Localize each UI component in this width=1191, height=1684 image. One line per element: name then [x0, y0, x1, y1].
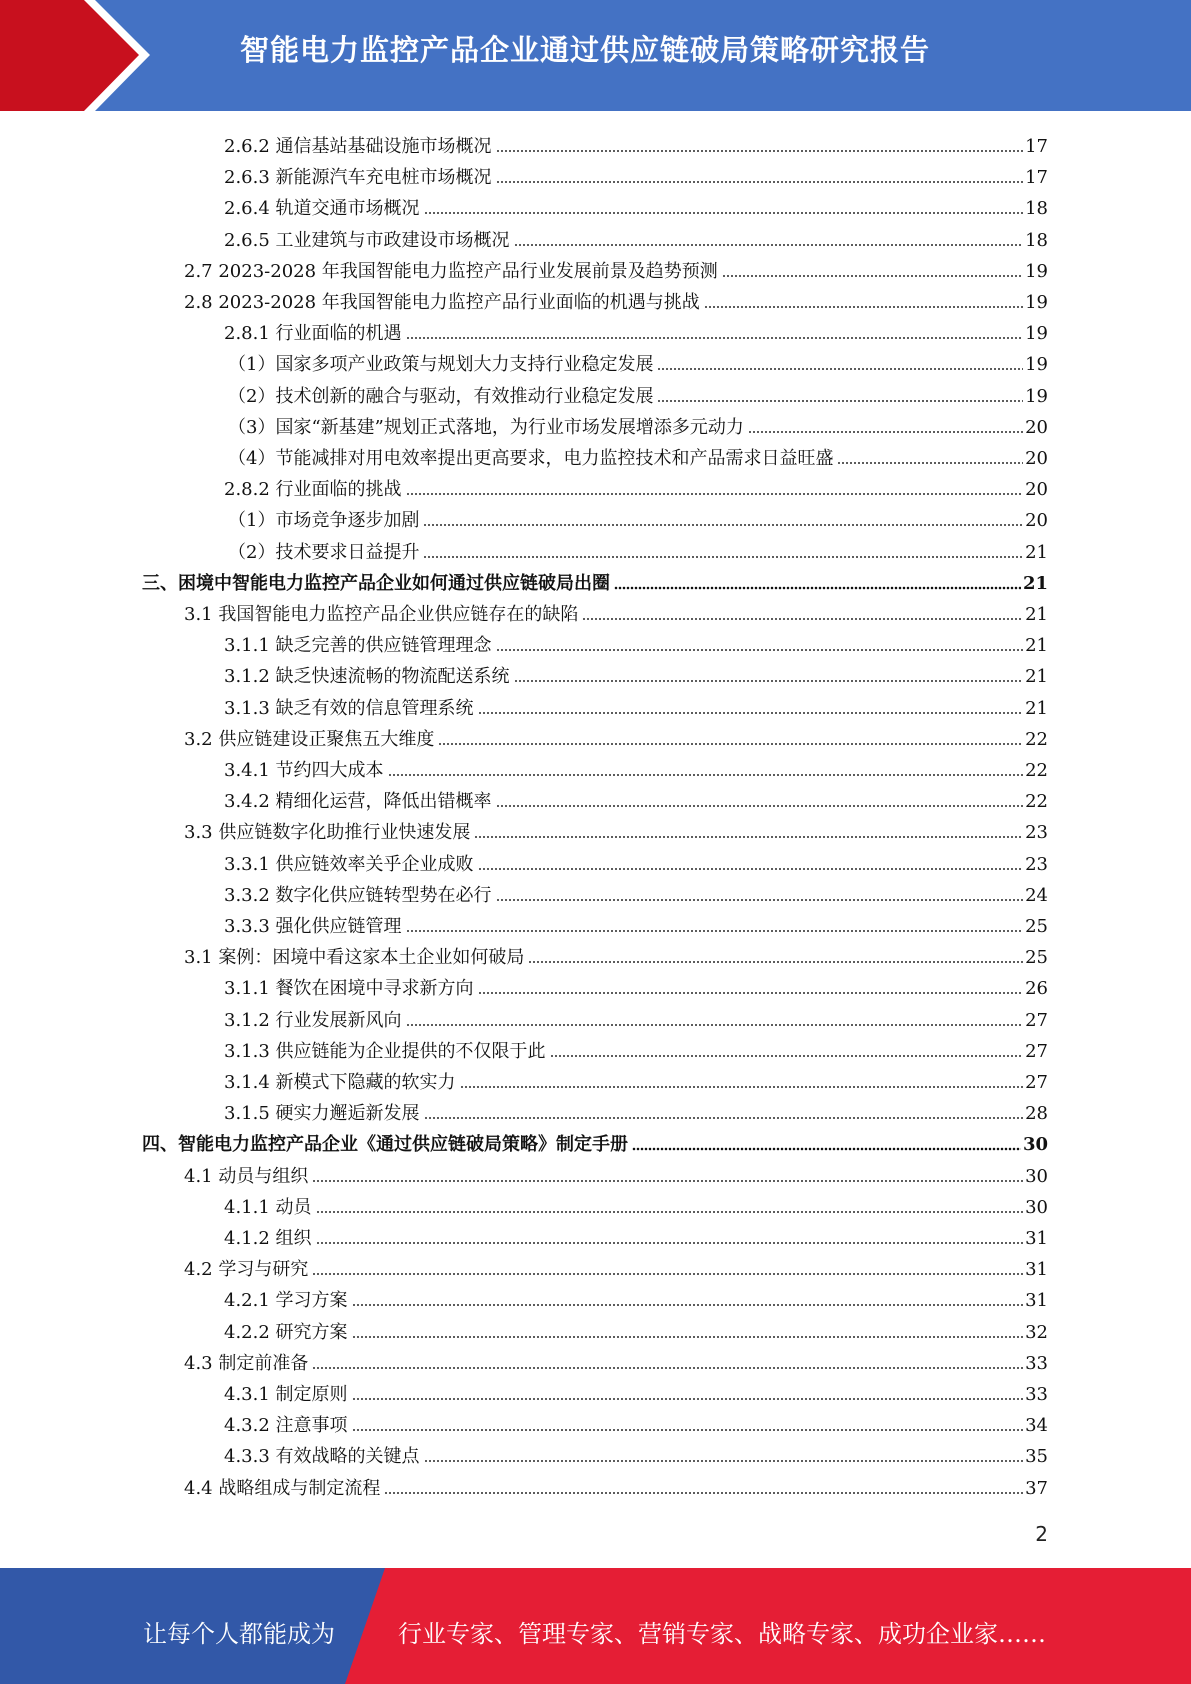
toc-entry-title: 4.4 战略组成与制定流程 — [184, 1477, 381, 1499]
toc-dot-leader — [406, 336, 1024, 340]
toc-entry[interactable] — [224, 1313, 1048, 1344]
toc-entry[interactable] — [224, 657, 1048, 688]
toc-dot-leader — [312, 1366, 1023, 1370]
toc-dot-leader — [722, 274, 1023, 278]
toc-entry[interactable] — [224, 470, 1048, 501]
toc-entry-title: 2.8 2023-2028 年我国智能电力监控产品行业面临的机遇与挑战 — [184, 292, 700, 313]
toc-dot-leader — [384, 1491, 1023, 1495]
toc-dot-leader — [352, 1428, 1024, 1432]
toc-entry-title: 3.4.2 精细化运营，降低出错概率 — [224, 791, 492, 813]
toc-entry-page: 24 — [1025, 884, 1048, 906]
toc-dot-leader — [423, 523, 1023, 527]
toc-entry[interactable] — [224, 127, 1048, 158]
toc-entry-title: 4.1.1 动员 — [224, 1196, 312, 1218]
toc-entry-page: 20 — [1025, 448, 1048, 469]
toc-dot-leader — [657, 367, 1023, 371]
toc-dot-leader — [704, 305, 1023, 309]
toc-entry-page: 31 — [1025, 1228, 1048, 1249]
toc-entry[interactable] — [224, 189, 1048, 220]
toc-entry[interactable] — [228, 408, 1048, 439]
toc-entry-page: 25 — [1025, 947, 1048, 969]
toc-dot-leader — [316, 1210, 1024, 1214]
toc-entry-page: 17 — [1025, 167, 1048, 189]
toc-dot-leader — [474, 835, 1023, 839]
toc-dot-leader — [316, 1241, 1024, 1245]
toc-entry[interactable] — [224, 1063, 1048, 1094]
toc-dot-leader — [438, 742, 1023, 746]
toc-entry-page: 20 — [1025, 510, 1048, 532]
toc-entry-title: （3）国家“新基建”规划正式落地，为行业市场发展增添多元动力 — [228, 416, 744, 438]
toc-dot-leader — [496, 804, 1024, 808]
toc-entry-title: 3.3.3 强化供应链管理 — [224, 916, 402, 937]
toc-entry[interactable] — [224, 751, 1048, 782]
toc-dot-leader — [550, 1054, 1024, 1058]
toc-entry-title: （2）技术创新的融合与驱动，有效推动行业稳定发展 — [228, 385, 654, 407]
footer-roles: 行业专家、管理专家、营销专家、战略专家、成功企业家…… — [398, 1620, 1046, 1648]
toc-entry[interactable] — [184, 1157, 1048, 1188]
toc-dot-leader — [632, 1147, 1021, 1151]
toc-entry[interactable] — [184, 1469, 1048, 1500]
toc-entry-page: 22 — [1025, 791, 1048, 813]
toc-entry-page: 21 — [1025, 666, 1048, 688]
toc-entry[interactable] — [224, 1406, 1048, 1437]
toc-entry[interactable] — [184, 283, 1048, 314]
footer-slogan: 让每个人都能成为 — [143, 1620, 335, 1648]
toc-entry-title: （4）节能减排对用电效率提出更高要求，电力监控技术和产品需求日益旺盛 — [228, 448, 834, 469]
toc-entry-title: 2.6.2 通信基站基础设施市场概况 — [224, 136, 492, 157]
toc-entry-page: 25 — [1025, 916, 1048, 937]
toc-entry[interactable] — [224, 782, 1048, 813]
toc-entry-page: 19 — [1025, 385, 1048, 407]
toc-entry[interactable] — [224, 876, 1048, 907]
toc-entry-page: 27 — [1025, 1072, 1048, 1093]
toc-entry-page: 22 — [1025, 728, 1048, 750]
toc-entry[interactable] — [228, 439, 1048, 470]
toc-dot-leader — [424, 1459, 1024, 1463]
toc-entry-title: 3.3.2 数字化供应链转型势在必行 — [224, 884, 492, 906]
toc-dot-leader — [496, 180, 1024, 184]
toc-entry[interactable] — [224, 1219, 1048, 1250]
toc-entry[interactable] — [228, 533, 1048, 564]
toc-entry[interactable] — [184, 938, 1048, 969]
toc-entry[interactable] — [184, 595, 1048, 626]
toc-entry-page: 27 — [1025, 1040, 1048, 1062]
toc-entry-title: 2.6.4 轨道交通市场概况 — [224, 198, 420, 220]
toc-dot-leader — [460, 1085, 1024, 1089]
toc-entry-page: 21 — [1025, 541, 1048, 563]
toc-dot-leader — [352, 1397, 1024, 1401]
toc-dot-leader — [406, 929, 1024, 933]
toc-dot-leader — [478, 711, 1024, 715]
toc-entry-title: 3.1 案例：困境中看这家本土企业如何破局 — [184, 947, 525, 969]
toc-entry-page: 20 — [1025, 416, 1048, 438]
toc-entry-title: 3.1.2 行业发展新风向 — [224, 1009, 402, 1031]
toc-dot-leader — [423, 555, 1023, 559]
toc-dot-leader — [312, 1179, 1023, 1183]
toc-dot-leader — [748, 430, 1023, 434]
toc-entry[interactable] — [224, 1094, 1048, 1125]
toc-dot-leader — [352, 1335, 1024, 1339]
toc-entry[interactable] — [224, 969, 1048, 1000]
toc-entry[interactable] — [228, 345, 1048, 376]
toc-dot-leader — [388, 773, 1024, 777]
toc-entry-title: 3.3.1 供应链效率关乎企业成败 — [224, 853, 474, 875]
toc-entry-page: 34 — [1025, 1415, 1048, 1437]
toc-entry[interactable] — [224, 158, 1048, 189]
toc-entry-title: 2.8.1 行业面临的机遇 — [224, 323, 402, 345]
document-title: 智能电力监控产品企业通过供应链破局策略研究报告 — [240, 33, 931, 67]
toc-entry[interactable] — [184, 1250, 1048, 1281]
toc-entry-title: 四、智能电力监控产品企业《通过供应链破局策略》制定手册 — [142, 1134, 628, 1156]
toc-entry[interactable] — [224, 626, 1048, 657]
toc-entry-title: 3.1 我国智能电力监控产品企业供应链存在的缺陷 — [184, 604, 579, 625]
toc-dot-leader — [528, 960, 1023, 964]
toc-entry-page: 22 — [1025, 760, 1048, 781]
toc-entry[interactable] — [184, 252, 1048, 283]
toc-entry-title: （2）技术要求日益提升 — [228, 541, 420, 563]
toc-entry-page: 18 — [1025, 229, 1048, 251]
toc-entry-page: 33 — [1025, 1352, 1048, 1374]
toc-entry[interactable] — [224, 1375, 1048, 1406]
toc-entry[interactable] — [224, 1188, 1048, 1219]
toc-entry-page: 27 — [1025, 1009, 1048, 1031]
toc-dot-leader — [424, 1116, 1024, 1120]
toc-entry-page: 19 — [1025, 354, 1048, 376]
toc-entry-title: 3.1.1 餐饮在困境中寻求新方向 — [224, 978, 474, 1000]
toc-entry-title: 2.6.5 工业建筑与市政建设市场概况 — [224, 229, 510, 251]
toc-dot-leader — [582, 617, 1023, 621]
toc-entry[interactable] — [224, 221, 1048, 252]
toc-entry-page: 21 — [1025, 604, 1048, 625]
toc-entry-page: 23 — [1025, 822, 1048, 844]
toc-entry-title: 3.1.3 供应链能为企业提供的不仅限于此 — [224, 1040, 546, 1062]
toc-entry[interactable] — [224, 1001, 1048, 1032]
page-header — [0, 0, 1191, 111]
toc-entry-title: 4.1 动员与组织 — [184, 1165, 309, 1187]
toc-entry-page: 19 — [1025, 323, 1048, 345]
toc-entry-title: 2.8.2 行业面临的挑战 — [224, 479, 402, 501]
toc-dot-leader — [352, 1303, 1024, 1307]
toc-entry-page: 21 — [1025, 697, 1048, 719]
toc-entry[interactable] — [184, 813, 1048, 844]
toc-entry-page: 33 — [1025, 1384, 1048, 1405]
toc-dot-leader — [424, 211, 1024, 215]
toc-entry-title: 3.1.3 缺乏有效的信息管理系统 — [224, 697, 474, 719]
toc-dot-leader — [496, 898, 1024, 902]
toc-entry-page: 21 — [1025, 635, 1048, 657]
toc-entry-title: 2.7 2023-2028 年我国智能电力监控产品行业发展前景及趋势预测 — [184, 260, 718, 282]
toc-chapter-entry[interactable] — [142, 564, 1048, 595]
toc-dot-leader — [406, 1023, 1024, 1027]
toc-entry[interactable] — [224, 1032, 1048, 1063]
toc-entry-title: 三、困境中智能电力监控产品企业如何通过供应链破局出圈 — [142, 572, 610, 594]
toc-entry-page: 17 — [1025, 136, 1048, 157]
toc-entry-page: 26 — [1025, 978, 1048, 1000]
toc-entry[interactable] — [184, 1344, 1048, 1375]
toc-entry-page: 30 — [1025, 1196, 1048, 1218]
toc-entry[interactable] — [224, 845, 1048, 876]
toc-entry-page: 28 — [1025, 1103, 1048, 1125]
toc-entry-page: 20 — [1025, 479, 1048, 501]
toc-entry-title: 3.1.1 缺乏完善的供应链管理理念 — [224, 635, 492, 657]
toc-entry-title: （1）国家多项产业政策与规划大力支持行业稳定发展 — [228, 354, 654, 376]
toc-dot-leader — [406, 492, 1024, 496]
toc-entry-title: 3.2 供应链建设正聚焦五大维度 — [184, 728, 435, 750]
toc-entry-page: 31 — [1025, 1290, 1048, 1312]
toc-entry[interactable] — [228, 501, 1048, 532]
toc-entry-page: 32 — [1025, 1321, 1048, 1343]
toc-entry[interactable] — [224, 314, 1048, 345]
page-footer — [0, 1568, 1191, 1684]
toc-entry-title: 3.4.1 节约四大成本 — [224, 760, 384, 781]
toc-entry-page: 35 — [1025, 1446, 1048, 1468]
toc-entry-title: 4.2 学习与研究 — [184, 1259, 309, 1281]
toc-entry-title: 2.6.3 新能源汽车充电桩市场概况 — [224, 167, 492, 189]
toc-dot-leader — [614, 586, 1021, 590]
toc-dot-leader — [837, 461, 1023, 465]
toc-entry-title: （1）市场竞争逐步加剧 — [228, 510, 420, 532]
toc-entry-title: 3.1.5 硬实力邂逅新发展 — [224, 1103, 420, 1125]
toc-dot-leader — [514, 679, 1024, 683]
toc-entry-page: 30 — [1022, 1134, 1048, 1156]
page-number: 2 — [1035, 1522, 1048, 1546]
toc-entry[interactable] — [228, 377, 1048, 408]
toc-entry-title: 3.1.4 新模式下隐藏的软实力 — [224, 1072, 456, 1093]
toc-dot-leader — [478, 991, 1024, 995]
toc-entry-title: 4.3 制定前准备 — [184, 1352, 309, 1374]
toc-dot-leader — [514, 243, 1024, 247]
toc-entry[interactable] — [224, 689, 1048, 720]
toc-entry-title: 4.3.3 有效战略的关键点 — [224, 1446, 420, 1468]
toc-entry-page: 18 — [1025, 198, 1048, 220]
toc-entry-title: 3.3 供应链数字化助推行业快速发展 — [184, 822, 471, 844]
toc-entry-page: 30 — [1025, 1165, 1048, 1187]
toc-dot-leader — [496, 149, 1024, 153]
toc-entry-title: 3.1.2 缺乏快速流畅的物流配送系统 — [224, 666, 510, 688]
toc-entry-page: 31 — [1025, 1259, 1048, 1281]
toc-entry-page: 19 — [1025, 260, 1048, 282]
toc-entry-title: 4.3.1 制定原则 — [224, 1384, 348, 1405]
toc-entry-page: 19 — [1025, 292, 1048, 313]
toc-chapter-entry[interactable] — [142, 1125, 1048, 1156]
toc-entry-page: 37 — [1025, 1477, 1048, 1499]
toc-dot-leader — [312, 1272, 1023, 1276]
toc-entry-page: 23 — [1025, 853, 1048, 875]
toc-entry-title: 4.2.2 研究方案 — [224, 1321, 348, 1343]
toc-entry[interactable] — [184, 720, 1048, 751]
toc-entry[interactable] — [224, 907, 1048, 938]
toc-entry[interactable] — [224, 1437, 1048, 1468]
toc-dot-leader — [496, 648, 1024, 652]
toc-entry-title: 4.3.2 注意事项 — [224, 1415, 348, 1437]
toc-dot-leader — [478, 867, 1024, 871]
toc-entry-title: 4.2.1 学习方案 — [224, 1290, 348, 1312]
toc-entry-page: 21 — [1022, 572, 1048, 594]
toc-entry-title: 4.1.2 组织 — [224, 1228, 312, 1249]
toc-dot-leader — [657, 399, 1023, 403]
toc-entry[interactable] — [224, 1281, 1048, 1312]
